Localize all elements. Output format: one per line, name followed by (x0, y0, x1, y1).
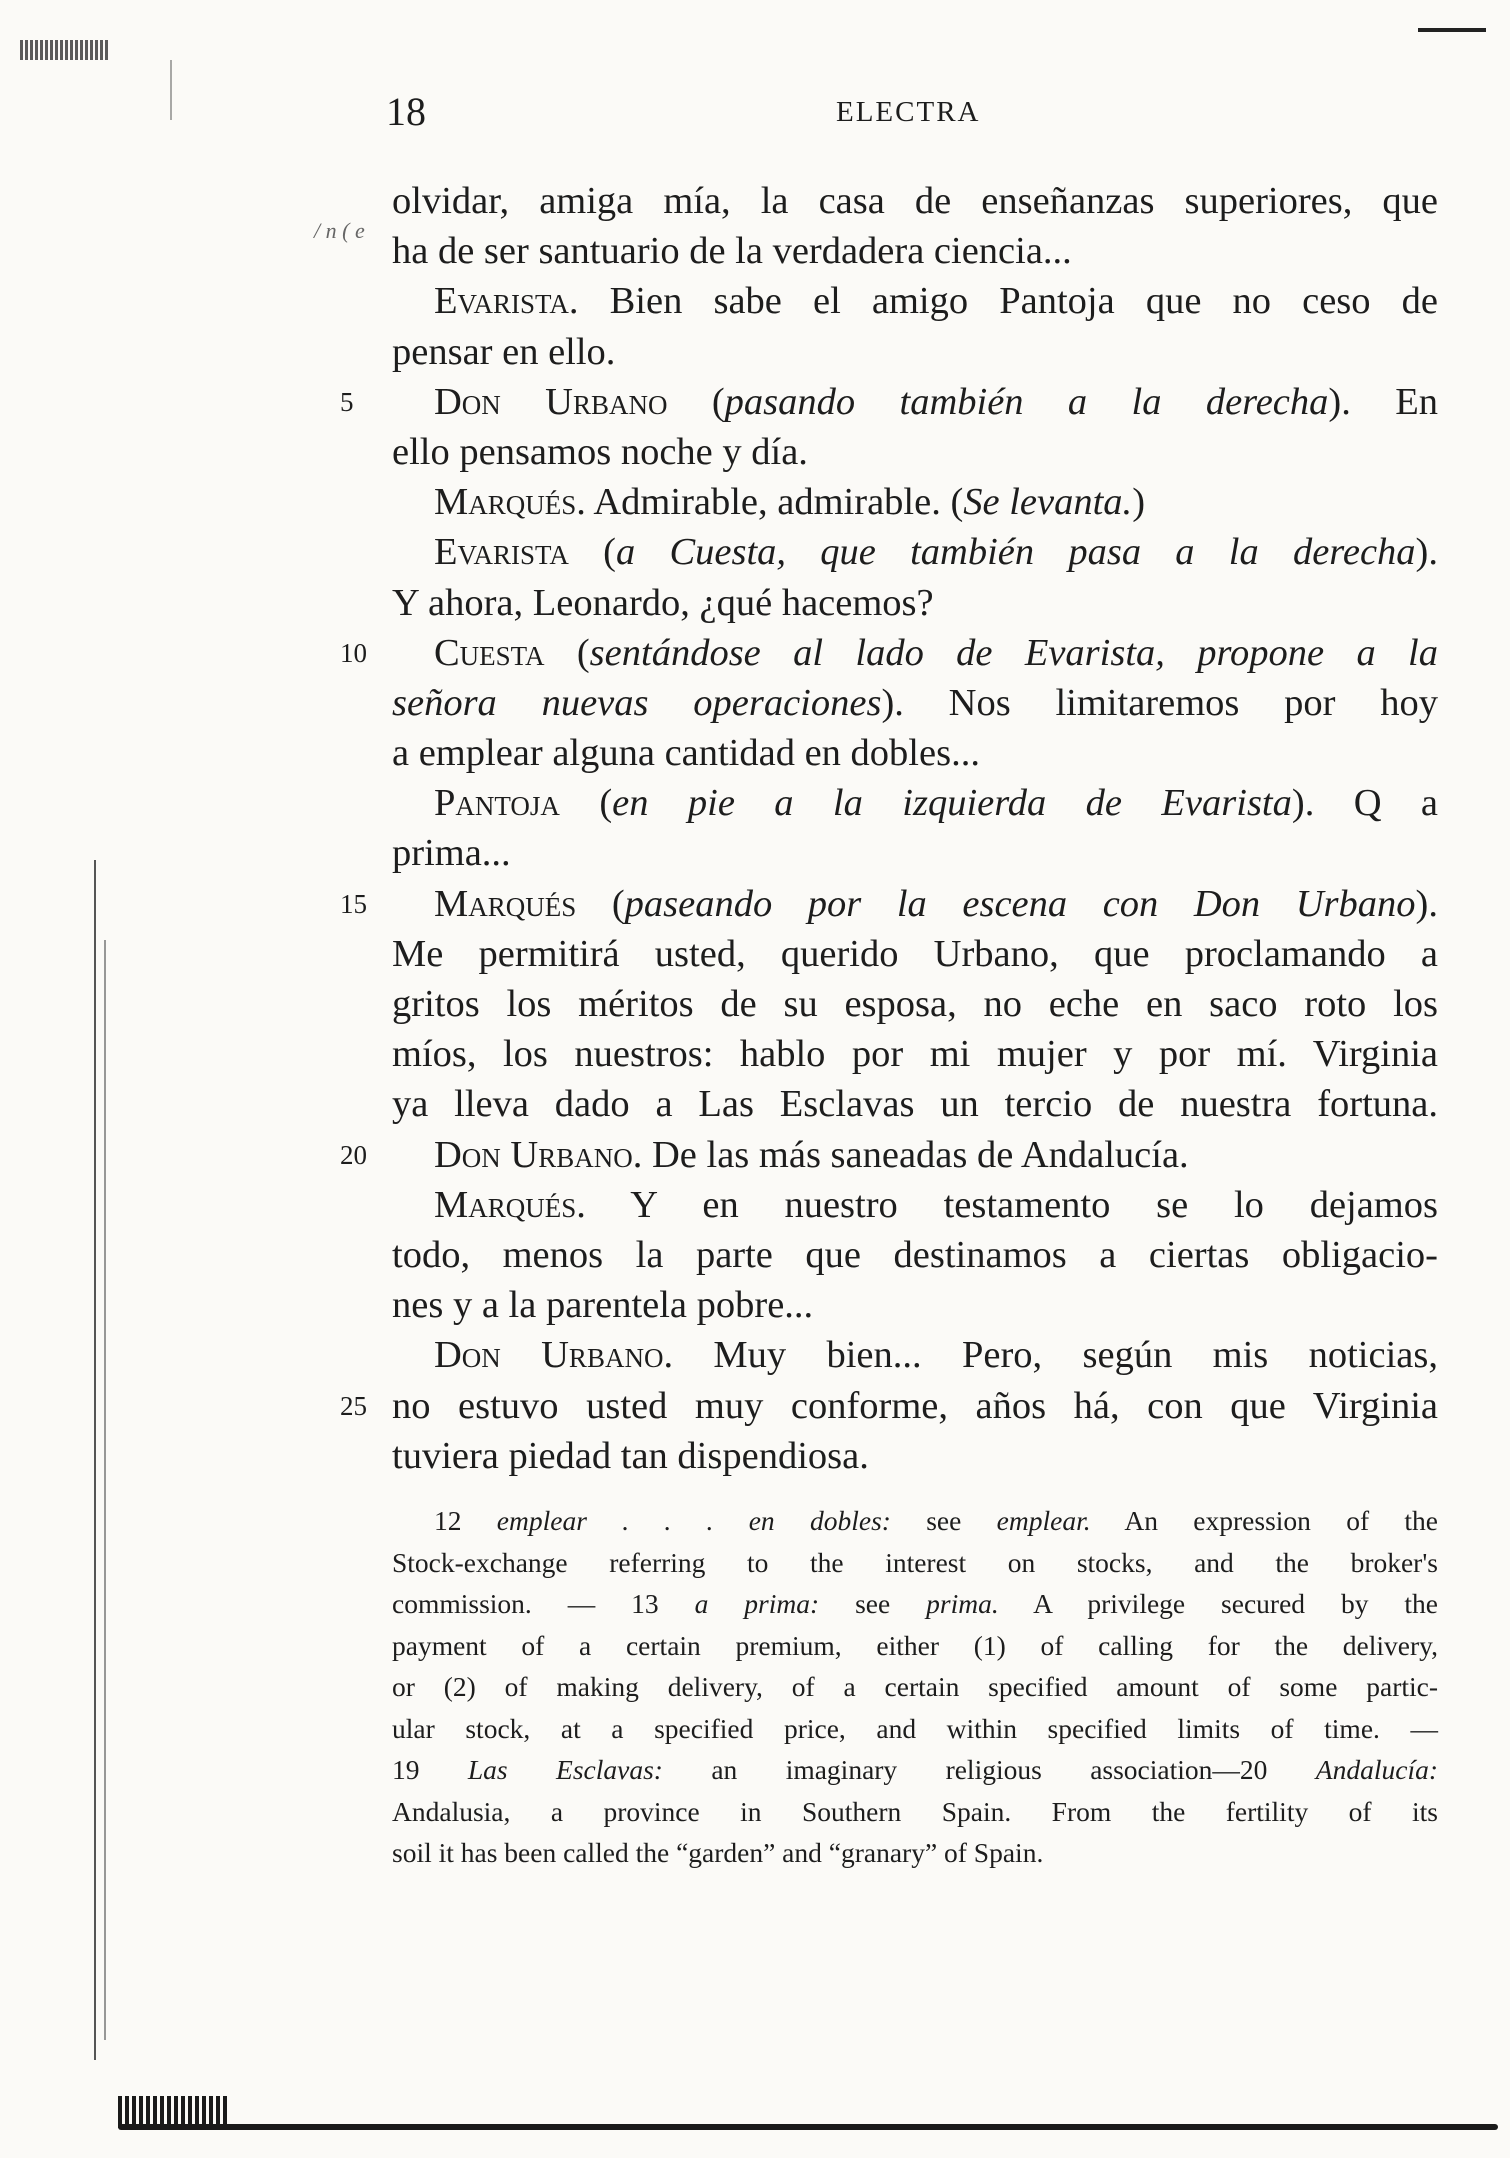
text-line (392, 1280, 1438, 1330)
play-text (340, 176, 1438, 1481)
stage-direction: Se levanta. (963, 481, 1133, 524)
text-line (392, 226, 1438, 276)
stage-direction: en pie a la izquierda de Evarista (612, 782, 1292, 825)
stage-direction: pasando también a la derecha (724, 380, 1329, 423)
text-line (392, 929, 1438, 979)
footnote-line (392, 1583, 1438, 1625)
speaker-name: Marqués (434, 882, 577, 925)
line-number: 20 (340, 1139, 367, 1170)
text-line (392, 979, 1438, 1029)
text-run: olvidar, amiga mía, la casa de enseñanzas superiores, que (392, 180, 1438, 222)
text-run: ) (1132, 481, 1146, 524)
margin-handwriting: / n ( e (314, 218, 365, 243)
text-run: ( (568, 531, 616, 574)
text-line (392, 427, 1438, 477)
text-run: ). (1415, 882, 1438, 925)
text-run: Andalusia, a province in Southern Spain. From the fertility of its (392, 1795, 1438, 1827)
text-line (392, 276, 1438, 326)
line-number: 10 (340, 637, 367, 668)
text-line (392, 728, 1438, 778)
text-run: ( (576, 882, 625, 925)
text-run: Admirable, admirable. ( (585, 481, 964, 524)
text-run: no estuvo usted muy conforme, años há, con que Virginia (392, 1384, 1438, 1427)
text-line (392, 1230, 1438, 1280)
text-run: Y ahora, Leonardo, ¿qué hacemos? (392, 581, 934, 624)
speaker-name: Pantoja (434, 782, 560, 825)
text-run: ( (544, 631, 590, 674)
speaker-name: Don Urbano (434, 380, 668, 423)
text-run: ello pensamos noche y día. (392, 430, 808, 473)
footnote-line (392, 1708, 1438, 1750)
line-number: 15 (340, 888, 367, 919)
text-run: Me permitirá usted, querido Urbano, que proclamando a (392, 932, 1438, 975)
text-line (392, 1330, 1438, 1380)
text-run: todo, menos la parte que destinamos a ciertas obligacio- (392, 1233, 1438, 1276)
stage-direction: emplear. (996, 1505, 1091, 1536)
stage-direction: sentándose al lado de Evarista, propone a la (589, 631, 1438, 674)
footnote-line (392, 1666, 1438, 1708)
binding-shadow-line (104, 940, 106, 2040)
text-run: see (890, 1505, 997, 1536)
text-run: ). Q a (1291, 782, 1438, 825)
text-run: pensar en ello. (392, 330, 616, 373)
text-run: míos, los nuestros: hablo por mi mujer y por mí. Virginia (392, 1033, 1438, 1076)
stage-direction: a prima: (694, 1588, 820, 1619)
stage-direction: Las Esclavas: (467, 1754, 663, 1785)
text-line (392, 778, 1438, 828)
footnote-line (392, 1625, 1438, 1667)
footnote-line (392, 1749, 1438, 1791)
text-run: commission. — 13 (392, 1588, 695, 1619)
text-run: ha de ser santuario de la verdadera ciencia... (392, 230, 1072, 273)
text-line (392, 1431, 1438, 1481)
text-line (392, 477, 1438, 527)
footnote-line (392, 1832, 1438, 1874)
running-title: ELECTRA (836, 96, 981, 128)
text-run: 12 (434, 1505, 497, 1536)
text-run: Stock-exchange referring to the interest on stocks, and the broker's (392, 1546, 1438, 1578)
footnote-line (392, 1791, 1438, 1833)
stage-direction: Andalucía: (1315, 1754, 1438, 1785)
speaker-name: Don Urbano. (434, 1334, 674, 1377)
text-line (392, 828, 1438, 878)
text-line (392, 1180, 1438, 1230)
text-line (392, 327, 1438, 377)
stage-direction: a Cuesta, que también pasa a la derecha (615, 531, 1416, 574)
text-run: nes y a la parentela pobre... (392, 1284, 814, 1327)
stage-direction: emplear . . . en dobles: (496, 1505, 891, 1536)
text-run: Bien sabe el amigo Pantoja que no ceso de (578, 280, 1438, 323)
text-line (340, 1381, 1438, 1431)
binding-shadow-line (94, 860, 96, 2060)
text-run: a emplear alguna cantidad en dobles... (392, 732, 980, 775)
text-run: payment of a certain premium, either (1) of calling for the delivery, (392, 1629, 1438, 1661)
text-run: De las más saneadas de Andalucía. (642, 1133, 1189, 1176)
stage-direction: paseando por la escena con Don Urbano (624, 882, 1416, 925)
line-number: 25 (340, 1390, 367, 1421)
line-number: 5 (340, 386, 354, 417)
binding-shadow-line (170, 60, 172, 120)
text-line (340, 879, 1438, 929)
text-run: or (2) of making delivery, of a certain specified amount of some partic- (392, 1671, 1438, 1702)
text-run: gritos los méritos de su esposa, no eche en saco roto los (392, 983, 1438, 1025)
page-number: 18 (386, 89, 426, 134)
footnote-line (392, 1542, 1438, 1584)
speaker-name: Evarista (434, 531, 569, 574)
text-run: soil it has been called the “garden” and “granary” of Spain. (392, 1837, 1044, 1868)
text-run: ( (667, 380, 725, 423)
text-line (392, 678, 1438, 728)
text-run: tuviera piedad tan dispendiosa. (392, 1434, 869, 1477)
text-run: ). En (1328, 380, 1438, 423)
text-line (340, 628, 1438, 678)
text-run: ular stock, at a specified price, and within specified limits of time. — (392, 1712, 1438, 1744)
text-run: ). Nos limitaremos por hoy (881, 681, 1438, 724)
text-run: prima... (392, 832, 511, 875)
scan-artifact-top-left (20, 40, 108, 60)
stage-direction: prima. (926, 1588, 999, 1619)
scan-artifact-top-right (1418, 28, 1486, 32)
text-run: Muy bien... Pero, según mis noticias, (673, 1334, 1438, 1377)
speaker-name: Evarista. (434, 280, 579, 323)
speaker-name: Marqués. (434, 481, 586, 524)
speaker-name: Cuesta (434, 631, 545, 674)
speaker-name: Don Urbano. (434, 1133, 643, 1176)
text-run: see (819, 1588, 927, 1619)
text-run: an imaginary religious association—20 (662, 1754, 1316, 1785)
text-run: Y en nuestro testamento se lo dejamos (585, 1183, 1438, 1226)
text-run: ya lleva dado a Las Esclavas un tercio de nuestra fortuna. (392, 1083, 1438, 1126)
text-line (392, 1029, 1438, 1079)
footnotes (392, 1500, 1438, 1874)
text-run: A privilege secured by the (998, 1588, 1438, 1619)
bottom-rule (118, 2124, 1498, 2130)
footnote-line (392, 1500, 1438, 1542)
text-line (392, 578, 1438, 628)
stage-direction: señora nuevas operaciones (392, 681, 882, 724)
text-line (392, 527, 1438, 577)
text-line (340, 377, 1438, 427)
text-run: ( (559, 782, 613, 825)
text-line (392, 176, 1438, 226)
text-line (392, 1079, 1438, 1129)
text-run: 19 (392, 1754, 468, 1785)
text-run: An expression of the (1090, 1505, 1439, 1536)
text-run: ). (1415, 531, 1438, 574)
text-line (340, 1130, 1438, 1180)
speaker-name: Marqués. (434, 1183, 586, 1226)
